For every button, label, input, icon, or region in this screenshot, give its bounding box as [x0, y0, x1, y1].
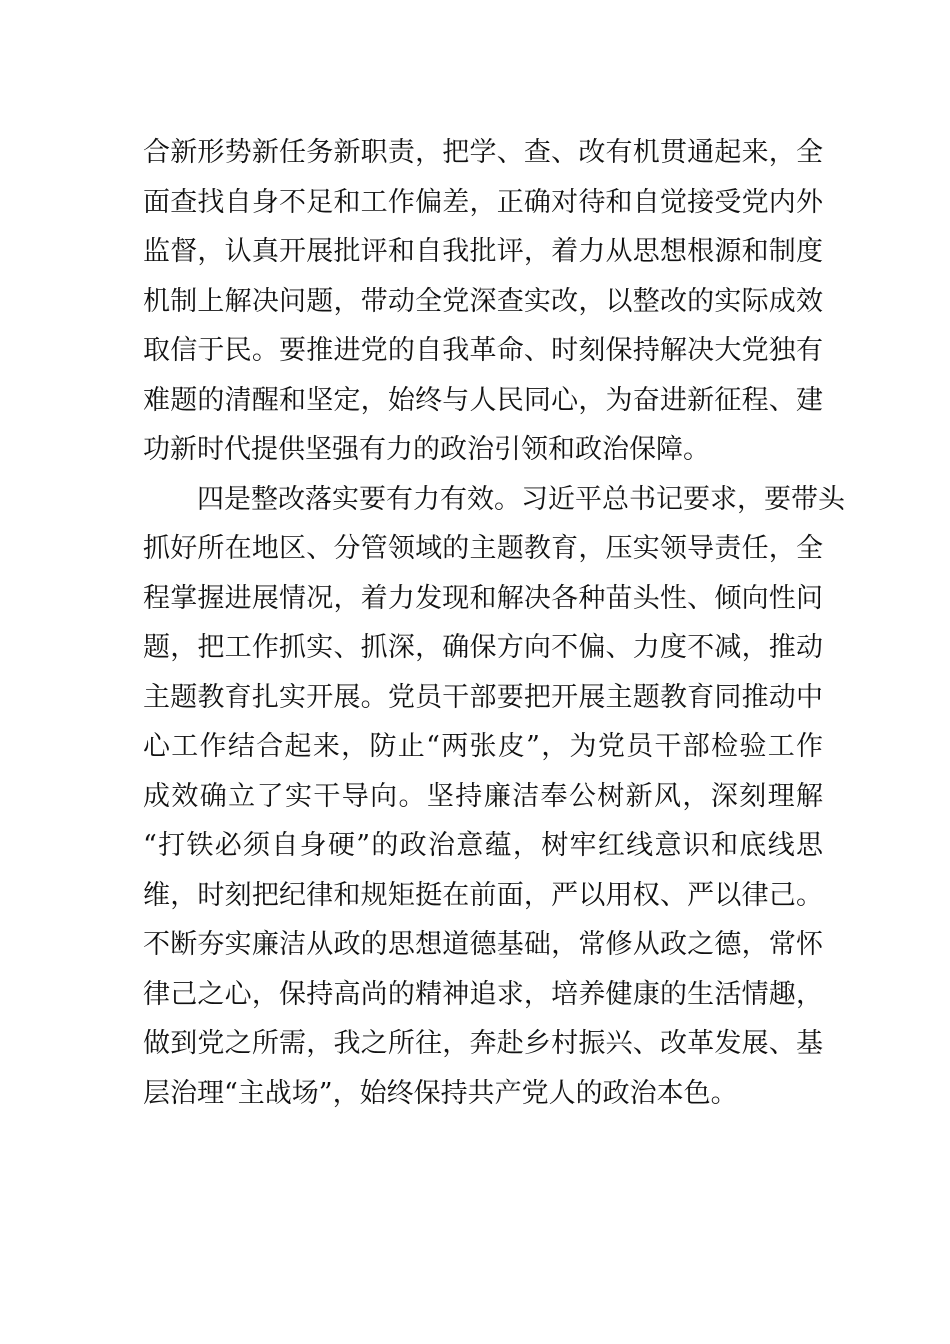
text-line-18: 律己之心，保持高尚的精神追求，培养健康的生活情趣， — [143, 978, 823, 1010]
text-line-5: 取信于民。要推进党的自我革命、时刻保持解决大党独有 — [143, 335, 823, 366]
text-line-9: 抓好所在地区、分管领域的主题教育，压实领导责任，全 — [143, 533, 823, 564]
text-line-19: 做到党之所需，我之所往，奔赴乡村振兴、改革发展、基 — [143, 1028, 823, 1059]
body-text — [143, 128, 845, 1118]
text-line-17: 不断夯实廉洁从政的思想道德基础，常修从政之德，常怀 — [143, 929, 823, 960]
text-line-15: “打铁必须自身硬”的政治意蕴，树牢红线意识和底线思 — [143, 830, 823, 861]
text-line-13: 心工作结合起来，防止“两张皮”，为党员干部检验工作 — [143, 731, 823, 762]
text-line-16: 维，时刻把纪律和规矩挺在前面，严以用权、严以律己。 — [143, 879, 823, 911]
text-line-20: 层治理“主战场”，始终保持共产党人的政治本色。 — [143, 1077, 738, 1109]
text-line-8: 四是整改落实要有力有效。习近平总书记要求，要带头 — [197, 483, 845, 515]
text-line-6: 难题的清醒和坚定，始终与人民同心，为奋进新征程、建 — [143, 384, 823, 416]
text-line-11: 题，把工作抓实、抓深，确保方向不偏、力度不减，推动 — [143, 632, 823, 663]
text-line-2: 面查找自身不足和工作偏差，正确对待和自觉接受党内外 — [143, 186, 823, 218]
text-line-14: 成效确立了实干导向。坚持廉洁奉公树新风，深刻理解 — [143, 780, 823, 812]
text-line-4: 机制上解决问题，带动全党深查实改，以整改的实际成效 — [143, 285, 823, 317]
text-line-3: 监督，认真开展批评和自我批评，着力从思想根源和制度 — [143, 236, 823, 267]
text-line-7: 功新时代提供坚强有力的政治引领和政治保障。 — [143, 434, 710, 465]
text-line-10: 程掌握进展情况，着力发现和解决各种苗头性、倾向性问 — [143, 582, 823, 614]
text-line-12: 主题教育扎实开展。党员干部要把开展主题教育同推动中 — [143, 681, 823, 713]
text-line-1: 合新形势新任务新职责，把学、查、改有机贯通起来，全 — [143, 137, 823, 168]
